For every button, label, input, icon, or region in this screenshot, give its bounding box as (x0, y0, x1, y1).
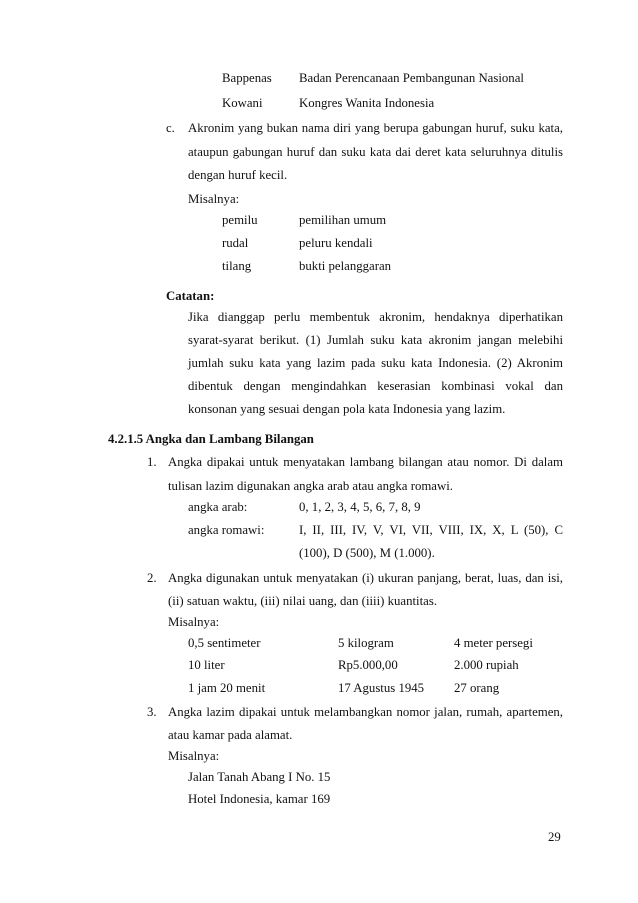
measure-cell: 27 orang (454, 681, 500, 695)
example-label: Misalnya: (168, 749, 220, 763)
item-2-line-1: Angka digunakan untuk menyatakan (i) ukuran panjang, berat, luas, dan isi, (168, 571, 563, 585)
note-line-1: Jika dianggap perlu membentuk akronim, hendaknya diperhatikan (188, 310, 563, 324)
item-1-line-2: tulisan lazim digunakan angka arab atau angka romawi. (168, 479, 453, 493)
page-number: 29 (548, 830, 561, 844)
measure-cell: 5 kilogram (338, 636, 394, 650)
acronym-term: Kowani (222, 96, 263, 110)
note-line-4: dibentuk dengan mengindahkan keserasian kombinasi vokal dan (188, 379, 563, 393)
acronym-term: rudal (222, 236, 249, 250)
measure-cell: 0,5 sentimeter (188, 636, 261, 650)
address-example: Hotel Indonesia, kamar 169 (188, 792, 331, 806)
measure-cell: Rp5.000,00 (338, 658, 398, 672)
item-3-line-2: atau kamar pada alamat. (168, 728, 293, 742)
item-c-line-3: dengan huruf kecil. (188, 168, 288, 182)
example-label: Misalnya: (188, 192, 240, 206)
list-marker-c: c. (166, 121, 175, 135)
note-line-3: jumlah suku kata yang lazim pada suku kata Indonesia. (2) Akronim (188, 356, 563, 370)
list-marker-3: 3. (147, 705, 157, 719)
item-c-line-2: ataupun gabungan huruf dan suku kata dai deret kata seluruhnya ditulis (188, 145, 563, 159)
numeral-value-continued: (100), D (500), M (1.000). (299, 546, 435, 560)
acronym-term: tilang (222, 259, 252, 273)
measure-cell: 4 meter persegi (454, 636, 533, 650)
item-c-line-1: Akronim yang bukan nama diri yang berupa gabungan huruf, suku kata, (188, 121, 563, 135)
address-example: Jalan Tanah Abang I No. 15 (188, 770, 331, 784)
measure-cell: 17 Agustus 1945 (338, 681, 425, 695)
numeral-label: angka arab: (188, 500, 248, 514)
numeral-value: I, II, III, IV, V, VI, VII, VIII, IX, X, L (50), C (299, 523, 563, 537)
note-line-5: konsonan yang sesuai dengan pola kata Indonesia yang lazim. (188, 402, 506, 416)
list-marker-1: 1. (147, 455, 157, 469)
acronym-meaning: Badan Perencanaan Pembangunan Nasional (299, 71, 524, 85)
acronym-meaning: Kongres Wanita Indonesia (299, 96, 435, 110)
acronym-meaning: bukti pelanggaran (299, 259, 392, 273)
item-3-line-1: Angka lazim dipakai untuk melambangkan nomor jalan, rumah, apartemen, (168, 705, 563, 719)
item-2-line-2: (ii) satuan waktu, (iii) nilai uang, dan (iiii) kuantitas. (168, 594, 438, 608)
acronym-meaning: peluru kendali (299, 236, 373, 250)
note-heading: Catatan: (166, 289, 215, 303)
item-1-line-1: Angka dipakai untuk menyatakan lambang bilangan atau nomor. Di dalam (168, 455, 563, 469)
note-line-2: syarat-syarat berikut. (1) Jumlah suku kata akronim jangan melebihi (188, 333, 563, 347)
numeral-label: angka romawi: (188, 523, 265, 537)
measure-cell: 2.000 rupiah (454, 658, 519, 672)
acronym-term: Bappenas (222, 71, 272, 85)
list-marker-2: 2. (147, 571, 157, 585)
example-label: Misalnya: (168, 615, 220, 629)
section-heading: 4.2.1.5 Angka dan Lambang Bilangan (108, 432, 314, 446)
measure-cell: 1 jam 20 menit (188, 681, 266, 695)
acronym-meaning: pemilihan umum (299, 213, 387, 227)
acronym-term: pemilu (222, 213, 258, 227)
numeral-value: 0, 1, 2, 3, 4, 5, 6, 7, 8, 9 (299, 500, 421, 514)
measure-cell: 10 liter (188, 658, 225, 672)
